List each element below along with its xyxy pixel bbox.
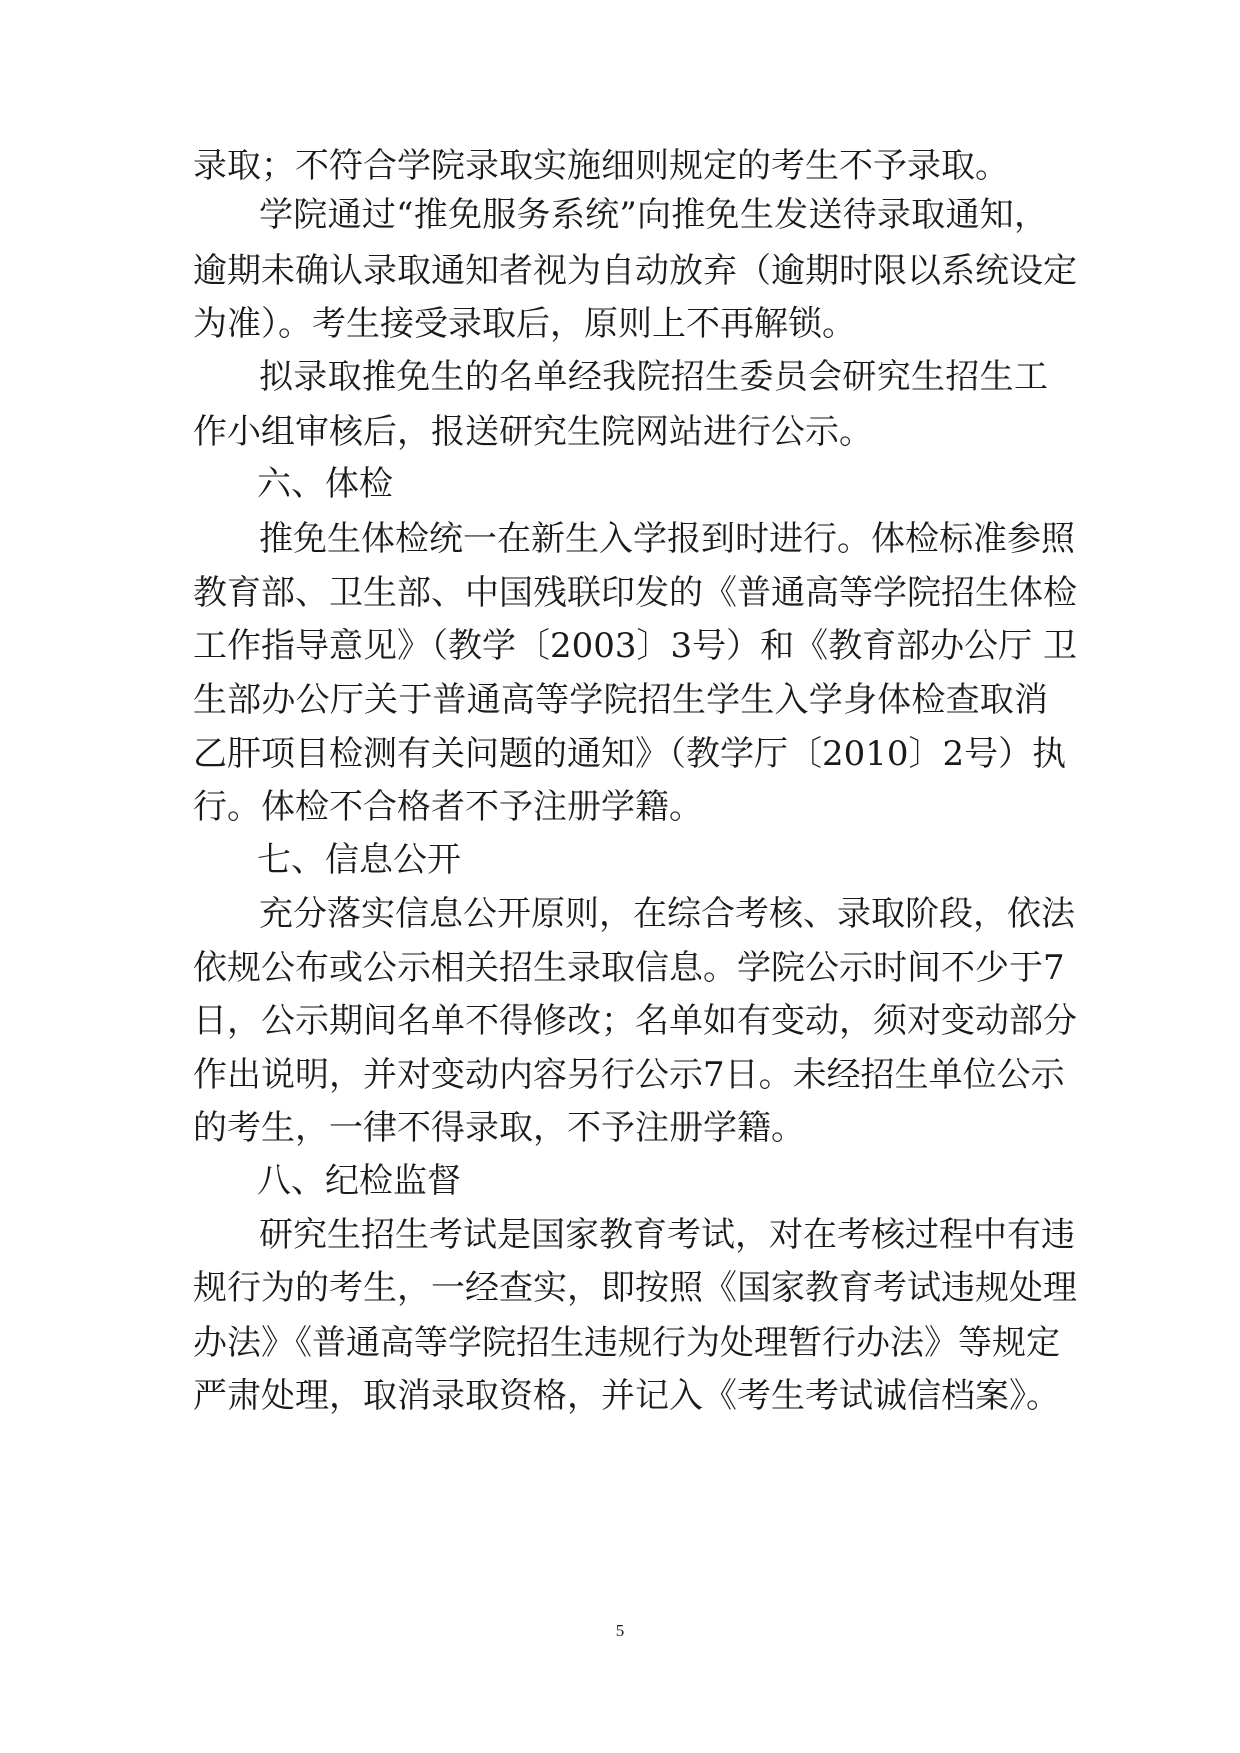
paragraph-physical-exam-line-1: 推免生体检统一在新生入学报到时进行。体检标准参照 xyxy=(259,519,1075,559)
paragraph-disclosure-line-2: 依规公布或公示相关招生录取信息。学院公示时间不少于7 xyxy=(193,948,1065,988)
paragraph-physical-exam-line-2: 教育部、卫生部、中国残联印发的《普通高等学院招生体检 xyxy=(193,573,1077,613)
paragraph-disclosure-line-4: 作出说明，并对变动内容另行公示7日。未经招生单位公示 xyxy=(193,1055,1065,1095)
paragraph-notice-line-3: 为准）。考生接受录取后，原则上不再解锁。 xyxy=(193,304,856,344)
section-heading-information-disclosure: 七、信息公开 xyxy=(257,840,461,880)
paragraph-supervision-line-3: 办法》《普通高等学院招生违规行为处理暂行办法》等规定 xyxy=(193,1323,1060,1363)
paragraph-publicity-line-2: 作小组审核后，报送研究生院网站进行公示。 xyxy=(193,412,873,452)
paragraph-supervision-line-4: 严肃处理，取消录取资格，并记入《考生考试诚信档案》。 xyxy=(193,1376,1060,1416)
paragraph-disclosure-line-5: 的考生，一律不得录取，不予注册学籍。 xyxy=(193,1108,805,1148)
paragraph-physical-exam-line-3: 工作指导意见》（教学〔2003〕3号）和《教育部办公厅 卫 xyxy=(193,626,1077,666)
paragraph-notice-line-2: 逾期未确认录取通知者视为自动放弃（逾期时限以系统设定 xyxy=(193,251,1077,291)
page-number: 5 xyxy=(615,1621,625,1640)
paragraph-supervision-line-2: 规行为的考生，一经查实，即按照《国家教育考试违规处理 xyxy=(193,1268,1077,1308)
paragraph-physical-exam-line-5: 乙肝项目检测有关问题的通知》（教学厅〔2010〕2号）执 xyxy=(193,734,1067,774)
section-heading-physical-exam: 六、体检 xyxy=(257,464,393,504)
paragraph-disclosure-line-1: 充分落实信息公开原则，在综合考核、录取阶段，依法 xyxy=(259,894,1075,934)
paragraph-notice-line-1: 学院通过“推免服务系统”向推免生发送待录取通知， xyxy=(259,195,1048,235)
paragraph-physical-exam-line-4: 生部办公厅关于普通高等学院招生学生入学身体检查取消 xyxy=(193,680,1048,720)
paragraph-supervision-line-1: 研究生招生考试是国家教育考试，对在考核过程中有违 xyxy=(259,1215,1075,1255)
paragraph-publicity-line-1: 拟录取推免生的名单经我院招生委员会研究生招生工 xyxy=(259,357,1048,397)
paragraph-physical-exam-line-6: 行。体检不合格者不予注册学籍。 xyxy=(193,787,703,827)
paragraph-disclosure-line-3: 日，公示期间名单不得修改；名单如有变动，须对变动部分 xyxy=(193,1001,1077,1041)
section-heading-discipline-supervision: 八、纪检监督 xyxy=(257,1161,461,1201)
paragraph-admission-line-1: 录取；不符合学院录取实施细则规定的考生不予录取。 xyxy=(193,146,1009,186)
